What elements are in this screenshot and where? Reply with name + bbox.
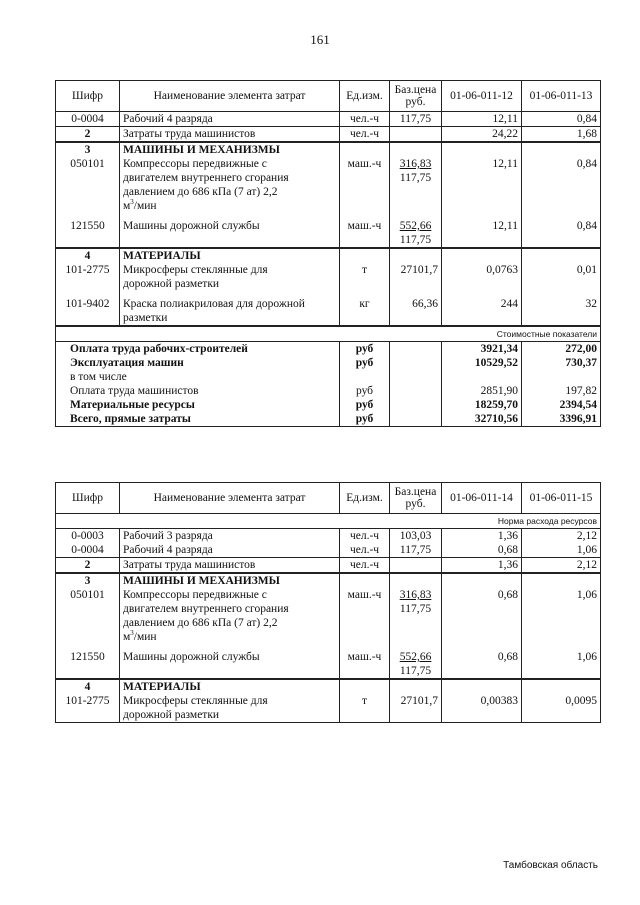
row-price: 552,66 117,75 [390,213,442,248]
row-name: Микросферы стеклянные для дорожной разметки [120,694,340,723]
total-unit: руб [340,356,390,370]
row-value-b: 0,84 [522,112,601,127]
row-value-b: 1,06 [522,588,601,644]
total-name: Всего, прямые затраты [56,412,340,427]
section-header-row [56,248,601,263]
header-col-a: 01-06-011-12 [442,81,522,112]
resource-table-2 [55,482,601,723]
section-title: МАТЕРИАЛЫ [120,248,340,263]
total-row [56,370,601,384]
total-name: Оплата труда рабочих-строителей [56,342,340,357]
row-unit: чел.-ч [340,112,390,127]
row-value-b: 1,68 [522,127,601,143]
caption-row [56,326,601,342]
row-value-b: 0,84 [522,213,601,248]
cost-indicators-caption: Стоимостные показатели [56,326,601,342]
table-row [56,558,601,574]
total-value-a: 32710,56 [442,412,522,427]
header-base-price: Баз.цена руб. [390,81,442,112]
row-price: 66,36 [390,291,442,326]
row-value-a: 1,36 [442,529,522,544]
section-header-row [56,573,601,588]
row-value-a: 0,68 [442,644,522,679]
caption-row [56,514,601,529]
table-row [56,644,601,679]
row-unit: маш.-ч [340,157,390,213]
row-price [390,127,442,143]
section-header-row [56,679,601,694]
row-code: 050101 [56,157,120,213]
total-value-b: 197,82 [522,384,601,398]
table-row [56,213,601,248]
row-price: 117,75 [390,543,442,558]
row-name: Компрессоры передвижные с двигателем внутреннего сгорания давлением до 686 кПа (7 ат) 2,2 $м^3$/мин [120,157,340,213]
row-code: 0-0004 [56,543,120,558]
section-title: МАТЕРИАЛЫ [120,679,340,694]
section-number: 4 [56,679,120,694]
row-code: 2 [56,127,120,143]
row-unit: чел.-ч [340,558,390,574]
row-unit: т [340,694,390,723]
total-row [56,412,601,427]
row-value-b: 1,06 [522,644,601,679]
row-price: 316,83 117,75 [390,588,442,644]
row-unit: чел.-ч [340,127,390,143]
row-name: Рабочий 4 разряда [120,112,340,127]
table-row [56,263,601,291]
row-value-a: 0,0763 [442,263,522,291]
header-unit: Ед.изм. [340,483,390,514]
row-value-a: 12,11 [442,157,522,213]
row-value-b: 0,01 [522,263,601,291]
header-name: Наименование элемента затрат [120,81,340,112]
total-value-a: 10529,52 [442,356,522,370]
table-header-row [56,81,601,112]
row-value-a: 24,22 [442,127,522,143]
section-header-row [56,142,601,157]
table-row [56,127,601,143]
row-unit: маш.-ч [340,213,390,248]
resource-table-1 [55,80,601,427]
row-code: 0-0003 [56,529,120,544]
total-value-b: 3396,91 [522,412,601,427]
section-number: 3 [56,573,120,588]
row-value-b: 1,06 [522,543,601,558]
total-name: в том числе [56,370,340,384]
table-row [56,291,601,326]
header-base-price: Баз.цена руб. [390,483,442,514]
table-row [56,588,601,644]
total-name: Оплата труда машинистов [56,384,340,398]
section-number: 3 [56,142,120,157]
section-title: МАШИНЫ И МЕХАНИЗМЫ [120,142,340,157]
row-value-b: 2,12 [522,558,601,574]
total-unit: руб [340,384,390,398]
row-name: Затраты труда машинистов [120,127,340,143]
row-name: Машины дорожной службы [120,213,340,248]
total-name: Эксплуатация машин [56,356,340,370]
row-value-a: 1,36 [442,558,522,574]
table-row [56,694,601,723]
row-code: 101-2775 [56,263,120,291]
total-value-b: 272,00 [522,342,601,357]
row-code: 121550 [56,213,120,248]
row-unit: маш.-ч [340,644,390,679]
table-header-row [56,483,601,514]
row-name: Микросферы стеклянные для дорожной разметки [120,263,340,291]
row-price: 552,66 117,75 [390,644,442,679]
row-code: 050101 [56,588,120,644]
region-footer: Тамбовская область [503,860,598,871]
header-col-b: 01-06-011-15 [522,483,601,514]
row-name: Затраты труда машинистов [120,558,340,574]
table-row [56,543,601,558]
table-row [56,112,601,127]
header-col-b: 01-06-011-13 [522,81,601,112]
header-col-a: 01-06-011-14 [442,483,522,514]
header-code: Шифр [56,483,120,514]
row-name: Краска полиакриловая для дорожной разметки [120,291,340,326]
row-value-a: 0,68 [442,543,522,558]
total-value-a: 2851,90 [442,384,522,398]
total-name: Материальные ресурсы [56,398,340,412]
row-code: 0-0004 [56,112,120,127]
row-unit: маш.-ч [340,588,390,644]
total-row [56,384,601,398]
table-row [56,157,601,213]
total-row [56,398,601,412]
row-unit: кг [340,291,390,326]
resource-norm-caption: Норма расхода ресурсов [56,514,601,529]
row-name: Рабочий 3 разряда [120,529,340,544]
row-price [390,558,442,574]
total-unit: руб [340,398,390,412]
row-value-b: 32 [522,291,601,326]
row-value-b: 0,0095 [522,694,601,723]
row-price: 27101,7 [390,263,442,291]
total-unit: руб [340,412,390,427]
row-value-a: 0,00383 [442,694,522,723]
total-row [56,342,601,357]
row-code: 121550 [56,644,120,679]
section-number: 4 [56,248,120,263]
total-value-b: 730,37 [522,356,601,370]
row-unit: чел.-ч [340,543,390,558]
row-code: 101-2775 [56,694,120,723]
header-unit: Ед.изм. [340,81,390,112]
total-row [56,356,601,370]
row-unit: чел.-ч [340,529,390,544]
table-row [56,529,601,544]
total-value-a: 18259,70 [442,398,522,412]
row-value-b: 2,12 [522,529,601,544]
page-number: 161 [310,32,330,47]
row-name: Компрессоры передвижные с двигателем внутреннего сгорания давлением до 686 кПа (7 ат) 2,2 $м^3$/мин [120,588,340,644]
total-value-a: 3921,34 [442,342,522,357]
row-price: 316,83 117,75 [390,157,442,213]
row-unit: т [340,263,390,291]
header-code: Шифр [56,81,120,112]
row-code: 2 [56,558,120,574]
row-name: Машины дорожной службы [120,644,340,679]
row-value-a: 12,11 [442,213,522,248]
row-name: Рабочий 4 разряда [120,543,340,558]
row-value-a: 244 [442,291,522,326]
section-title: МАШИНЫ И МЕХАНИЗМЫ [120,573,340,588]
row-price: 27101,7 [390,694,442,723]
row-code: 101-9402 [56,291,120,326]
row-value-a: 12,11 [442,112,522,127]
total-unit: руб [340,342,390,357]
total-value-b: 2394,54 [522,398,601,412]
row-price: 103,03 [390,529,442,544]
header-name: Наименование элемента затрат [120,483,340,514]
row-price: 117,75 [390,112,442,127]
row-value-b: 0,84 [522,157,601,213]
row-value-a: 0,68 [442,588,522,644]
